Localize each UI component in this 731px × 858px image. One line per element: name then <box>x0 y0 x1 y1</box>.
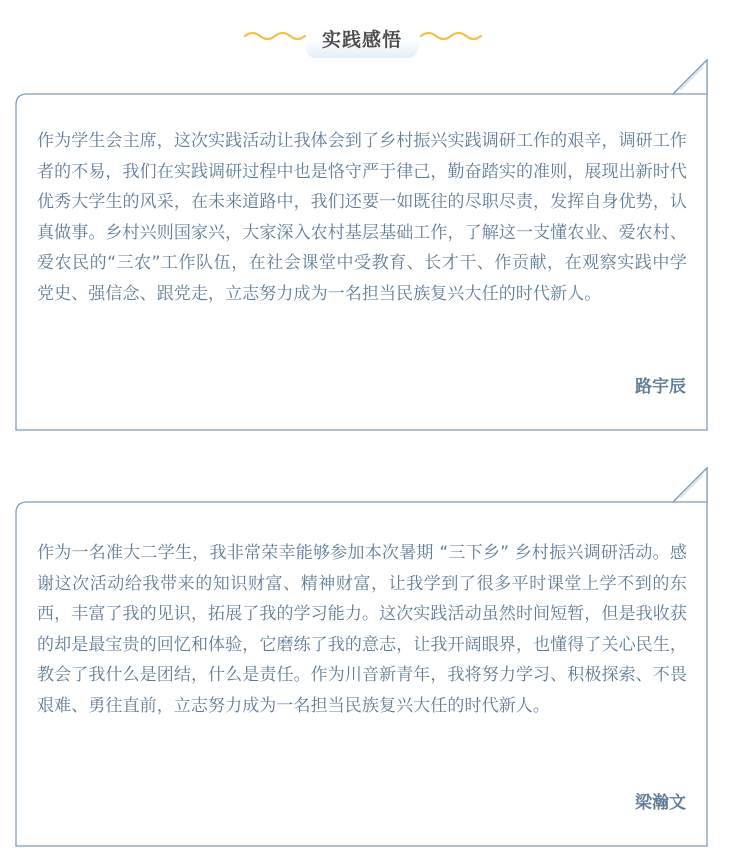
reflection-text: 作为一名准大二学生，我非常荣幸能够参加本次暑期 “三下乡” 乡村振兴调研活动。感谢这次活动给我带来的知识财富、精神财富，让我学到了很多平时课堂上学不到的东西，丰富了我的见识，拓展了我的学习能力。这次实践活动虽然时间短暂，但是我收获的却是最宝贵的回忆和体验，它磨练了我的意志，让我开阔眼界，也懂得了关心民生，教会了我什么是团结，什么是责任。作为川音新青年，我将努力学习、积极探索、不畏艰难、勇往直前，立志努力成为一名担当民族复兴大任的时代新人。 <box>37 543 687 716</box>
section-title: 实践感悟 <box>321 29 402 51</box>
title-pill <box>306 16 418 58</box>
wave-decoration-left-icon <box>244 30 306 42</box>
reflection-card <box>15 56 710 434</box>
reflection-text: 作为学生会主席，这次实践活动让我体会到了乡村振兴实践调研工作的艰辛，调研工作者的不易，我们在实践调研过程中也是恪守严于律己，勤奋踏实的准则，展现出新时代优秀大学生的风采，在未来道路中，我们还要一如既往的尽职尽责，发挥自身优势，认真做事。乡村兴则国家兴，大家深入农村基层基础工作，了解这一支懂农业、爱农村、爱农民的“三农”工作队伍，在社会课堂中受教育、长才干、作贡献，在观察实践中学党史、强信念、跟党走，立志努力成为一名担当民族复兴大任的时代新人。 <box>37 131 687 304</box>
section-header <box>0 8 731 58</box>
author-name: 路宇辰 <box>635 377 686 397</box>
wave-decoration-right-icon <box>420 30 482 42</box>
reflection-card <box>15 466 710 850</box>
author-name: 梁瀚文 <box>635 793 686 813</box>
